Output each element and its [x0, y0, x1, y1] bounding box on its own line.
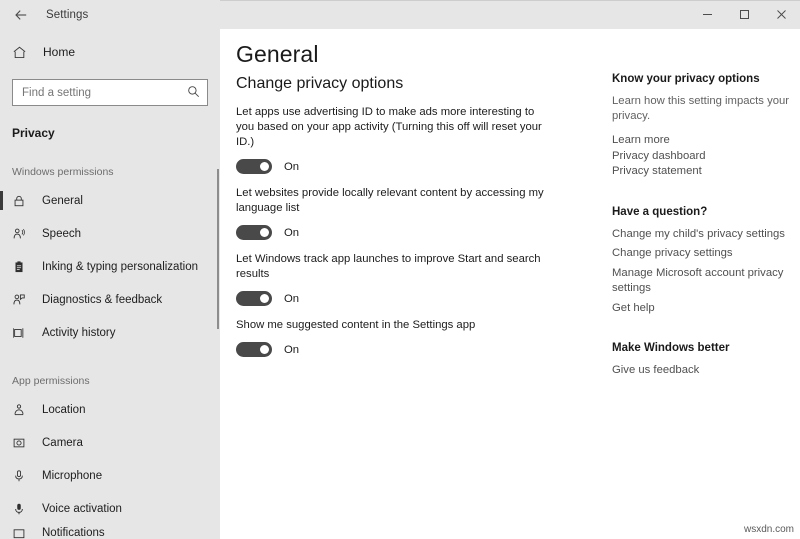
- sidebar-item-label: Activity history: [42, 326, 116, 339]
- watermark: wsxdn.com: [743, 524, 794, 535]
- section-heading: Change privacy options: [236, 75, 404, 92]
- settings-list: [236, 105, 556, 369]
- sidebar-item-microphone[interactable]: [0, 459, 220, 492]
- title-bar: [0, 0, 800, 29]
- suggested-content-toggle[interactable]: [236, 342, 272, 357]
- rail-heading: Have a question?: [612, 205, 708, 218]
- link-learn-more[interactable]: Learn more: [612, 134, 670, 146]
- sidebar-item-diagnostics-feedback[interactable]: [0, 283, 220, 316]
- rail-group-make-windows-better: [612, 342, 792, 379]
- camera-icon: [12, 436, 34, 450]
- sidebar-item-general[interactable]: [0, 184, 220, 217]
- rail-heading: Make Windows better: [612, 342, 730, 354]
- back-button[interactable]: [0, 0, 42, 29]
- close-button[interactable]: [763, 0, 800, 29]
- sidebar-item-inking-typing-personalization[interactable]: [0, 250, 220, 283]
- link-manage-microsoft-account-privacy-settings[interactable]: Manage Microsoft account privacy settings: [612, 266, 784, 294]
- search-icon[interactable]: [187, 85, 200, 103]
- toggle-knob: [260, 228, 269, 237]
- setting-language-list: [236, 186, 556, 240]
- search-input[interactable]: [13, 80, 183, 105]
- app-title: Settings: [46, 8, 89, 21]
- toggle-knob: [260, 294, 269, 303]
- sidebar-item-camera[interactable]: [0, 426, 220, 459]
- sidebar-item-label: Microphone: [42, 469, 103, 482]
- rail-heading: Know your privacy options: [612, 73, 760, 85]
- toggle-state-label: On: [284, 226, 300, 239]
- microphone-icon: [12, 469, 34, 483]
- toggle-row: [236, 342, 556, 357]
- sidebar-group-heading-app-permissions: App permissions: [12, 375, 90, 387]
- toggle-state-label: On: [284, 343, 300, 356]
- rail-group-have-a-question: [612, 206, 792, 317]
- link-change-child-privacy-settings[interactable]: Change my child's privacy settings: [612, 227, 785, 240]
- sidebar-item-voice-activation[interactable]: [0, 492, 220, 525]
- advertising-id-toggle[interactable]: [236, 159, 272, 174]
- window-controls: [689, 0, 800, 29]
- setting-description: Show me suggested content in the Settings app: [236, 319, 476, 331]
- app-launch-tracking-toggle[interactable]: [236, 291, 272, 306]
- rail-group-privacy-options: [612, 73, 792, 180]
- sidebar-home-label: Home: [43, 45, 76, 59]
- title-bar-left: [0, 0, 88, 29]
- link-privacy-statement[interactable]: Privacy statement: [612, 165, 702, 177]
- toggle-knob: [260, 345, 269, 354]
- toggle-knob: [260, 162, 269, 171]
- sidebar-item-label: General: [42, 194, 83, 207]
- setting-advertising-id: [236, 105, 556, 174]
- toggle-row: [236, 159, 556, 174]
- sidebar-item-notifications[interactable]: [0, 525, 220, 539]
- voice-activation-icon: [12, 502, 34, 516]
- sidebar: [0, 29, 220, 539]
- activity-history-icon: [12, 326, 34, 340]
- toggle-state-label: On: [284, 160, 300, 173]
- language-list-toggle[interactable]: [236, 225, 272, 240]
- main-content: [220, 29, 800, 539]
- lock-icon: [12, 194, 34, 208]
- page-title: General: [236, 41, 319, 67]
- toggle-row: [236, 291, 556, 306]
- sidebar-group-heading-windows-permissions: Windows permissions: [12, 166, 114, 178]
- home-icon: [12, 45, 36, 60]
- link-change-privacy-settings[interactable]: Change privacy settings: [612, 247, 733, 259]
- setting-app-launch-tracking: [236, 252, 556, 306]
- search-box[interactable]: [12, 79, 208, 106]
- sidebar-item-speech[interactable]: [0, 217, 220, 250]
- sidebar-item-label: Voice activation: [42, 502, 122, 515]
- toggle-state-label: On: [284, 292, 300, 305]
- rail-note: Learn how this setting impacts your privacy.: [612, 95, 790, 122]
- location-pin-icon: [12, 403, 34, 417]
- setting-description: Let Windows track app launches to improve Start and search results: [236, 253, 541, 280]
- sidebar-item-label: Diagnostics & feedback: [42, 293, 163, 306]
- notifications-icon: [12, 527, 34, 539]
- sidebar-scrollbar[interactable]: [217, 169, 219, 329]
- link-get-help[interactable]: Get help: [612, 301, 655, 314]
- related-links-rail: [612, 73, 792, 405]
- minimize-button[interactable]: [689, 0, 726, 29]
- sidebar-item-label: Location: [42, 403, 86, 416]
- link-give-us-feedback[interactable]: Give us feedback: [612, 364, 700, 376]
- title-bar-divider: [220, 0, 800, 1]
- sidebar-item-location[interactable]: [0, 393, 220, 426]
- speech-person-icon: [12, 227, 34, 241]
- sidebar-item-activity-history[interactable]: [0, 316, 220, 349]
- setting-suggested-content: [236, 318, 556, 357]
- setting-description: Let apps use advertising ID to make ads more interesting to you based on your app activity (Turning this off will reset your ID.): [236, 106, 542, 148]
- sidebar-item-label: Speech: [42, 227, 82, 240]
- sidebar-item-label: Notifications: [42, 527, 105, 539]
- clipboard-icon: [12, 260, 34, 274]
- sidebar-item-label: Inking & typing personalization: [42, 260, 198, 273]
- link-privacy-dashboard[interactable]: Privacy dashboard: [612, 149, 706, 162]
- setting-description: Let websites provide locally relevant content by accessing my language list: [236, 187, 544, 214]
- toggle-row: [236, 225, 556, 240]
- sidebar-item-home[interactable]: [0, 37, 220, 67]
- person-feedback-icon: [12, 293, 34, 307]
- maximize-button[interactable]: [726, 0, 763, 29]
- sidebar-item-label: Camera: [42, 436, 83, 449]
- sidebar-category-title: Privacy: [12, 126, 55, 140]
